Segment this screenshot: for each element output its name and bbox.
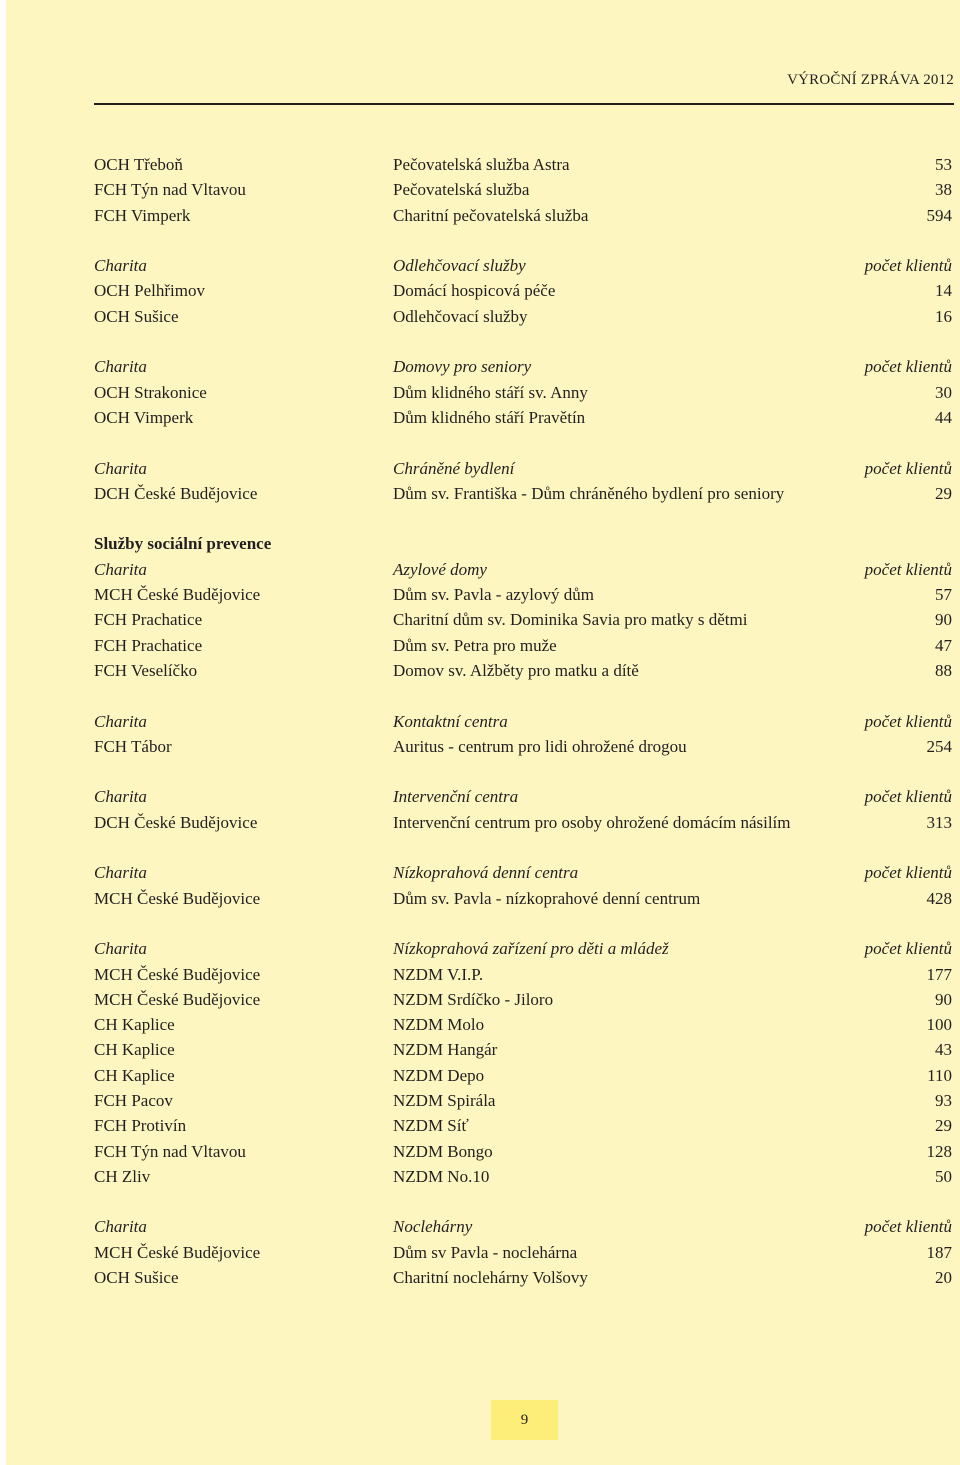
table-row	[94, 658, 952, 683]
service-name: Domácí hospicová péče	[393, 281, 556, 301]
table-row	[94, 1037, 952, 1062]
table-row	[94, 607, 952, 632]
client-count: 47	[935, 635, 952, 655]
heading-service-name: Nízkoprahová zařízení pro děti a mládež	[393, 939, 669, 959]
table-heading-row	[94, 456, 952, 481]
report-header-title: VÝROČNÍ ZPRÁVA 2012	[787, 72, 954, 88]
table-row	[94, 810, 952, 835]
table-heading-row	[94, 709, 952, 734]
table-heading-row	[94, 354, 952, 379]
heading-charity-name: Charita	[94, 787, 147, 807]
table-row	[94, 886, 952, 911]
heading-service-name: Odlehčovací služby	[393, 256, 526, 276]
service-name: NZDM No.10	[393, 1166, 490, 1186]
page-number: 9	[520, 1411, 529, 1428]
table-row	[94, 304, 952, 329]
heading-service-name: Azylové domy	[393, 559, 487, 579]
service-name: NZDM Depo	[393, 1065, 485, 1085]
client-count: 30	[935, 382, 952, 402]
service-name: Pečovatelská služba	[393, 180, 530, 200]
block-spacer	[94, 683, 952, 708]
heading-client-count: počet klientů	[864, 939, 952, 959]
block-spacer	[94, 228, 952, 253]
block-spacer	[94, 835, 952, 860]
service-name: NZDM Hangár	[393, 1040, 498, 1060]
service-name: NZDM Srdíčko - Jiloro	[393, 989, 554, 1009]
heading-charity-name: Charita	[94, 1217, 147, 1237]
table-row	[94, 1139, 952, 1164]
charity-name: DCH České Budějovice	[94, 812, 258, 832]
heading-charity-name: Charita	[94, 458, 147, 478]
charity-name: FCH Týn nad Vltavou	[94, 180, 246, 200]
client-count: 100	[926, 1015, 952, 1035]
table-row	[94, 633, 952, 658]
heading-service-name: Nízkoprahová denní centra	[393, 863, 579, 883]
charity-name: OCH Sušice	[94, 306, 179, 326]
table-heading-row	[94, 936, 952, 961]
client-count: 50	[935, 1166, 952, 1186]
charity-name: CH Kaplice	[94, 1065, 175, 1085]
charity-name: OCH Vimperk	[94, 407, 194, 427]
charity-name: MCH České Budějovice	[94, 964, 261, 984]
services-table	[94, 152, 952, 1290]
heading-client-count: počet klientů	[864, 787, 952, 807]
service-name: Dům sv. Pavla - nízkoprahové denní centrum	[393, 888, 701, 908]
service-name: Dům sv. Pavla - azylový dům	[393, 585, 594, 605]
charity-name: DCH České Budějovice	[94, 483, 258, 503]
table-row	[94, 1088, 952, 1113]
block-spacer	[94, 430, 952, 455]
heading-client-count: počet klientů	[864, 863, 952, 883]
heading-client-count: počet klientů	[864, 559, 952, 579]
service-name: NZDM V.I.P.	[393, 964, 484, 984]
charity-name: MCH České Budějovice	[94, 1242, 261, 1262]
table-row	[94, 1265, 952, 1290]
client-count: 313	[926, 812, 952, 832]
client-count: 57	[935, 585, 952, 605]
client-count: 128	[926, 1141, 952, 1161]
client-count: 29	[935, 1116, 952, 1136]
charity-name: FCH Týn nad Vltavou	[94, 1141, 246, 1161]
heading-client-count: počet klientů	[864, 256, 952, 276]
page-number-box	[491, 1400, 558, 1440]
heading-charity-name: Charita	[94, 863, 147, 883]
heading-service-name: Noclehárny	[393, 1217, 473, 1237]
table-row	[94, 734, 952, 759]
charity-name: MCH České Budějovice	[94, 585, 261, 605]
block-spacer	[94, 1189, 952, 1214]
charity-name: OCH Třeboň	[94, 155, 183, 174]
charity-name: OCH Sušice	[94, 1268, 179, 1288]
client-count: 43	[935, 1040, 952, 1060]
block-spacer	[94, 759, 952, 784]
charity-name: MCH České Budějovice	[94, 888, 261, 908]
heading-charity-name: Charita	[94, 559, 147, 579]
client-count: 594	[926, 205, 952, 225]
client-count: 93	[935, 1090, 952, 1110]
client-count: 29	[935, 483, 952, 503]
client-count: 53	[935, 155, 952, 174]
service-name: NZDM Síť	[393, 1116, 469, 1136]
client-count: 428	[926, 888, 952, 908]
table-row	[94, 1063, 952, 1088]
table-row	[94, 203, 952, 228]
charity-name: FCH Prachatice	[94, 635, 203, 655]
charity-name: FCH Protivín	[94, 1116, 187, 1136]
service-name: Domov sv. Alžběty pro matku a dítě	[393, 660, 639, 680]
service-name: Auritus - centrum pro lidi ohrožené drogou	[393, 736, 687, 756]
block-spacer	[94, 506, 952, 531]
heading-charity-name: Charita	[94, 711, 147, 731]
table-row	[94, 481, 952, 506]
client-count: 14	[935, 281, 952, 301]
heading-client-count: počet klientů	[864, 458, 952, 478]
charity-name: FCH Prachatice	[94, 610, 203, 630]
service-name: Dům sv Pavla - noclehárna	[393, 1242, 578, 1262]
table-row	[94, 962, 952, 987]
table-row	[94, 1012, 952, 1037]
table-row	[94, 405, 952, 430]
service-name: Dům sv. Františka - Dům chráněného bydlení pro seniory	[393, 483, 785, 503]
table-row	[94, 582, 952, 607]
client-count: 38	[935, 180, 952, 200]
table-heading-row	[94, 784, 952, 809]
client-count: 88	[935, 660, 952, 680]
heading-charity-name: Charita	[94, 357, 147, 377]
table-heading-row	[94, 253, 952, 278]
service-name: NZDM Bongo	[393, 1141, 493, 1161]
table-row	[94, 1164, 952, 1189]
service-name: Charitní pečovatelská služba	[393, 205, 589, 225]
table-heading-row	[94, 557, 952, 582]
service-name: Intervenční centrum pro osoby ohrožené domácím násilím	[393, 812, 791, 832]
section-title: Služby sociální prevence	[94, 534, 272, 554]
heading-charity-name: Charita	[94, 939, 147, 959]
heading-service-name: Domovy pro seniory	[393, 357, 532, 377]
service-name: NZDM Molo	[393, 1015, 485, 1035]
charity-name: MCH České Budějovice	[94, 989, 261, 1009]
client-count: 90	[935, 610, 952, 630]
heading-client-count: počet klientů	[864, 1217, 952, 1237]
table-heading-row	[94, 1214, 952, 1239]
client-count: 110	[927, 1065, 952, 1085]
service-name: Pečovatelská služba Astra	[393, 155, 570, 174]
service-name: Dům klidného stáří sv. Anny	[393, 382, 588, 402]
block-spacer	[94, 911, 952, 936]
service-name: Odlehčovací služby	[393, 306, 528, 326]
service-name: Charitní dům sv. Dominika Savia pro matky s dětmi	[393, 610, 748, 630]
table-row	[94, 987, 952, 1012]
client-count: 187	[926, 1242, 952, 1262]
charity-name: FCH Veselíčko	[94, 660, 198, 680]
heading-service-name: Intervenční centra	[393, 787, 519, 807]
heading-service-name: Kontaktní centra	[393, 711, 508, 731]
service-name: Charitní noclehárny Volšovy	[393, 1268, 588, 1288]
service-name: Dům klidného stáří Pravětín	[393, 407, 586, 427]
table-row	[94, 380, 952, 405]
charity-name: CH Kaplice	[94, 1015, 175, 1035]
table-row	[94, 1240, 952, 1265]
client-count: 254	[926, 736, 952, 756]
client-count: 44	[935, 407, 952, 427]
service-name: Dům sv. Petra pro muže	[393, 635, 557, 655]
table-heading-row	[94, 860, 952, 885]
charity-name: FCH Pacov	[94, 1090, 173, 1110]
table-row	[94, 1113, 952, 1138]
client-count: 20	[935, 1268, 952, 1288]
table-row	[94, 152, 952, 177]
client-count: 16	[935, 306, 952, 326]
client-count: 90	[935, 989, 952, 1009]
charity-name: OCH Strakonice	[94, 382, 207, 402]
heading-charity-name: Charita	[94, 256, 147, 276]
page-left-margin	[0, 0, 6, 1465]
charity-name: OCH Pelhřimov	[94, 281, 205, 301]
charity-name: FCH Tábor	[94, 736, 172, 756]
block-spacer	[94, 329, 952, 354]
heading-client-count: počet klientů	[864, 357, 952, 377]
heading-client-count: počet klientů	[864, 711, 952, 731]
charity-name: CH Kaplice	[94, 1040, 175, 1060]
heading-service-name: Chráněné bydlení	[393, 458, 515, 478]
table-row	[94, 177, 952, 202]
header-divider	[94, 103, 954, 105]
charity-name: FCH Vimperk	[94, 205, 191, 225]
service-name: NZDM Spirála	[393, 1090, 496, 1110]
client-count: 177	[926, 964, 952, 984]
charity-name: CH Zliv	[94, 1166, 151, 1186]
table-row	[94, 278, 952, 303]
